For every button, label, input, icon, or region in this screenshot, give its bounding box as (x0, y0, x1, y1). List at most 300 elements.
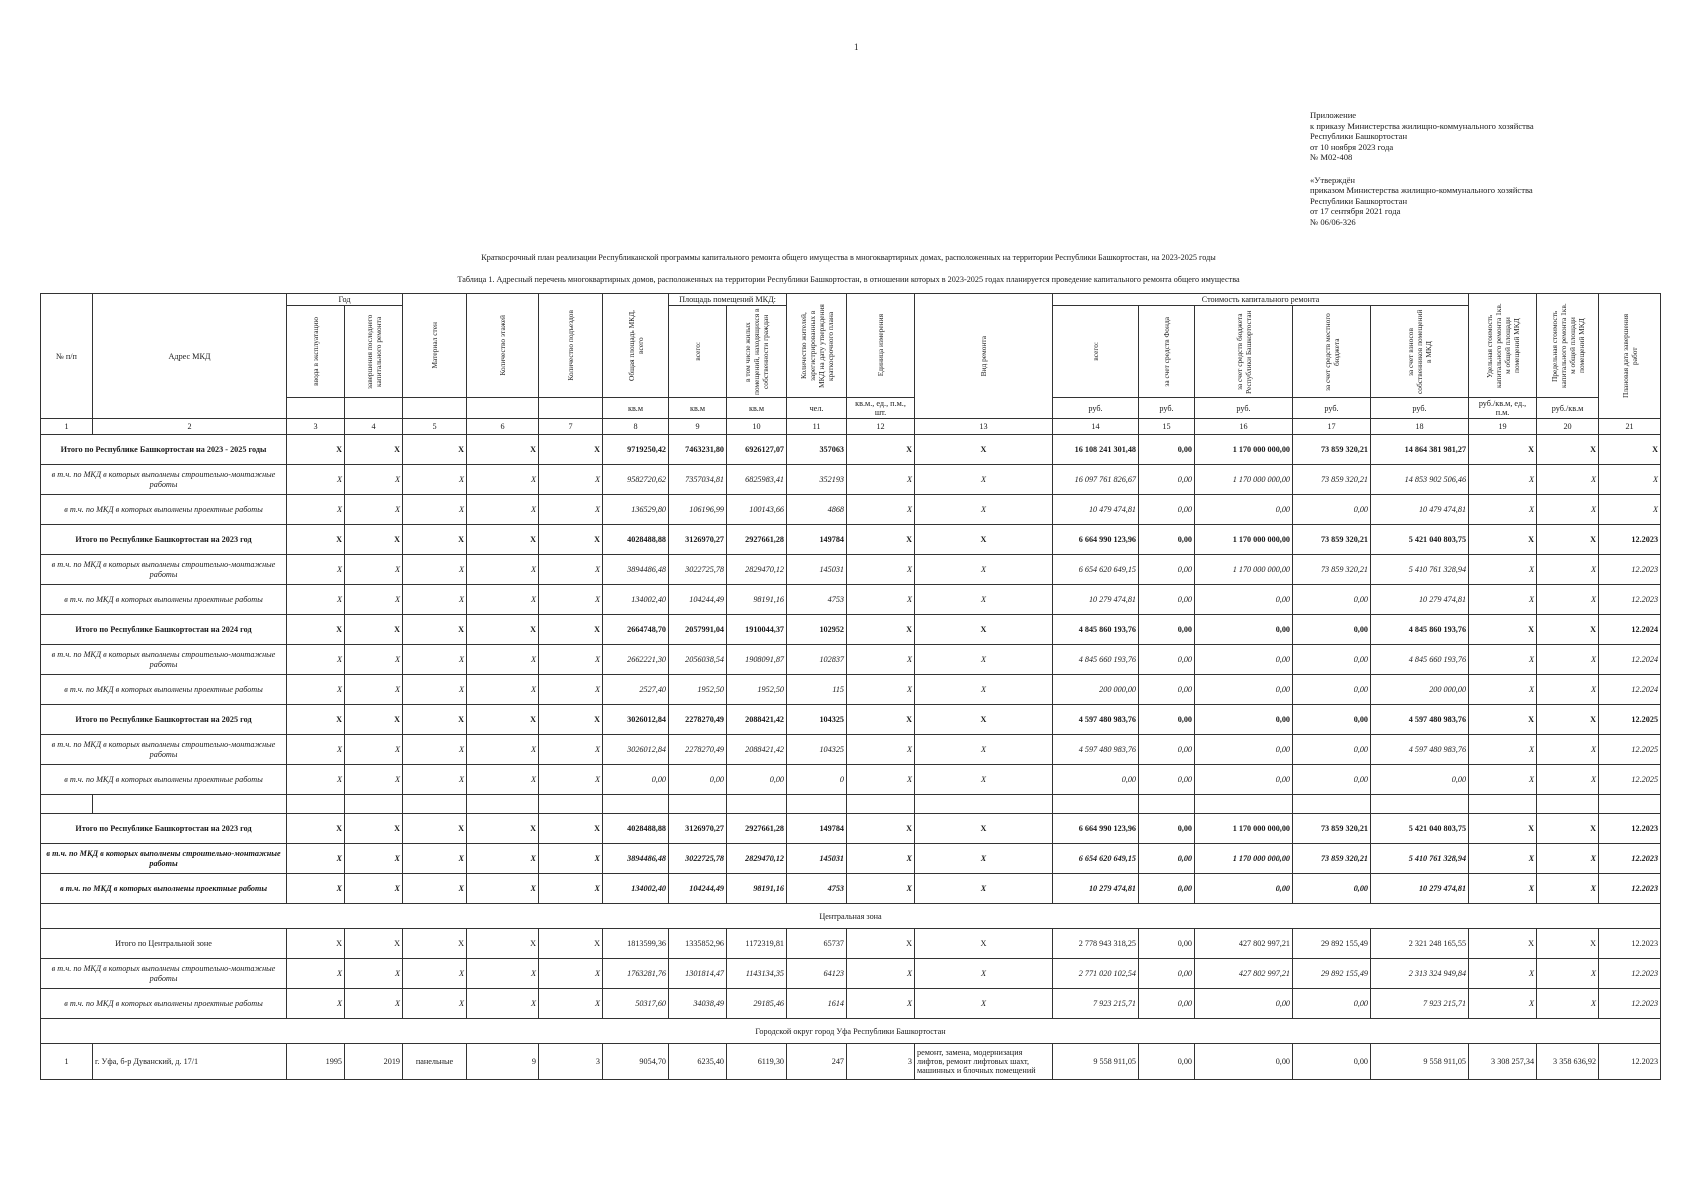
summary-cell: 0,00 (1139, 645, 1195, 675)
summary-cell: 0,00 (1293, 705, 1371, 735)
summary-cell: 2 321 248 165,55 (1371, 929, 1469, 959)
summary-cell: X (1469, 435, 1537, 465)
summary-cell: 0,00 (1139, 989, 1195, 1019)
unit-cell (345, 398, 403, 419)
appendix-line: от 17 сентября 2021 года (1310, 206, 1401, 216)
header-cost-total: всего: (1091, 342, 1101, 361)
summary-cell: 145031 (787, 844, 847, 874)
summary-label: в т.ч. по МКД в которых выполнены проектные работы (41, 585, 287, 615)
summary-cell: 0,00 (1139, 435, 1195, 465)
summary-cell: 73 859 320,21 (1293, 435, 1371, 465)
summary-cell: X (467, 989, 539, 1019)
header-premises-owned: в том числе жилых помещений, находящихся в собственности граждан (743, 308, 771, 395)
summary-cell: 4028488,88 (603, 525, 669, 555)
summary-cell: 14 864 381 981,27 (1371, 435, 1469, 465)
summary-cell: X (847, 959, 915, 989)
summary-cell: 1910044,37 (727, 615, 787, 645)
summary-cell: X (1469, 675, 1537, 705)
summary-cell: 12.2023 (1599, 989, 1661, 1019)
summary-cell: X (403, 959, 467, 989)
summary-label: Итого по Республике Башкортостан на 2023 год (41, 814, 287, 844)
summary-cell: 427 802 997,21 (1195, 929, 1293, 959)
empty-cell (1139, 795, 1195, 814)
summary-cell: 145031 (787, 555, 847, 585)
summary-cell: 12.2024 (1599, 675, 1661, 705)
summary-cell: 2 771 020 102,54 (1053, 959, 1139, 989)
header-unit-cost: Удельная стоимость капитального ремонта 1кв. м общей площади помещений МКД (1484, 303, 1521, 388)
summary-cell: 2088421,42 (727, 705, 787, 735)
summary-cell: 3126970,27 (669, 525, 727, 555)
summary-cell: 106196,99 (669, 495, 727, 525)
summary-cell: X (287, 615, 345, 645)
empty-cell (1371, 795, 1469, 814)
summary-cell: 12.2024 (1599, 645, 1661, 675)
summary-cell: X (287, 814, 345, 844)
summary-cell: X (1469, 705, 1537, 735)
column-number: 1 (41, 419, 93, 435)
summary-cell: X (847, 735, 915, 765)
summary-cell: X (915, 675, 1053, 705)
summary-cell: 2057991,04 (669, 615, 727, 645)
summary-cell: 0,00 (1293, 874, 1371, 904)
summary-label: Итого по Республике Башкортостан на 2025 год (41, 705, 287, 735)
summary-cell: X (847, 675, 915, 705)
summary-cell: 134002,40 (603, 585, 669, 615)
summary-cell: X (467, 555, 539, 585)
summary-cell: 12.2023 (1599, 844, 1661, 874)
summary-cell: X (345, 435, 403, 465)
house-cost: 3 358 636,92 (1537, 1044, 1599, 1080)
summary-cell: X (345, 765, 403, 795)
summary-cell: 0,00 (1293, 645, 1371, 675)
summary-cell: X (915, 844, 1053, 874)
summary-cell: 12.2025 (1599, 765, 1661, 795)
summary-cell: 0,00 (1195, 705, 1293, 735)
summary-cell: 0,00 (1293, 735, 1371, 765)
summary-cell: 0,00 (1293, 765, 1371, 795)
summary-cell: 6 664 990 123,96 (1053, 525, 1139, 555)
summary-label: в т.ч. по МКД в которых выполнены строительно-монтажные работы (41, 645, 287, 675)
summary-cell: X (539, 765, 603, 795)
summary-row (41, 495, 1661, 525)
empty-cell (915, 795, 1053, 814)
summary-cell: 0,00 (1139, 765, 1195, 795)
header-residents: Количество жителей, зарегистрированных в МКД на дату утверждения краткосрочного плана (798, 303, 835, 388)
summary-cell: 6 654 620 649,15 (1053, 844, 1139, 874)
summary-cell: X (847, 585, 915, 615)
summary-cell: 3894486,48 (603, 844, 669, 874)
summary-cell: X (467, 735, 539, 765)
summary-row (41, 645, 1661, 675)
summary-cell: 0,00 (1139, 495, 1195, 525)
summary-cell: X (915, 645, 1053, 675)
summary-cell: 0,00 (1139, 959, 1195, 989)
summary-cell: X (1537, 705, 1599, 735)
zone-header-label: Центральная зона (41, 904, 1661, 929)
column-number: 13 (915, 419, 1053, 435)
column-number: 2 (93, 419, 287, 435)
summary-cell: 0,00 (1293, 615, 1371, 645)
summary-cell: X (539, 525, 603, 555)
house-cell: 9 (467, 1044, 539, 1080)
summary-label: в т.ч. по МКД в которых выполнены проектные работы (41, 765, 287, 795)
summary-cell: X (287, 705, 345, 735)
unit-cell (539, 398, 603, 419)
summary-cell: X (345, 615, 403, 645)
summary-cell: 0,00 (1139, 465, 1195, 495)
summary-cell: X (403, 844, 467, 874)
house-cost: 3 308 257,34 (1469, 1044, 1537, 1080)
summary-row (41, 705, 1661, 735)
summary-row (41, 765, 1661, 795)
summary-cell: X (287, 495, 345, 525)
appendix-line: от 10 ноября 2023 года (1310, 141, 1394, 152)
summary-cell: 0,00 (1139, 814, 1195, 844)
summary-cell: 0,00 (1139, 615, 1195, 645)
summary-cell: 10 479 474,81 (1371, 495, 1469, 525)
summary-cell: X (287, 874, 345, 904)
summary-cell: 4 597 480 983,76 (1053, 705, 1139, 735)
summary-cell: 200 000,00 (1053, 675, 1139, 705)
summary-cell: X (915, 814, 1053, 844)
summary-row (41, 735, 1661, 765)
summary-row (41, 465, 1661, 495)
unit-cell: руб./кв.м, ед., п.м. (1469, 398, 1537, 419)
header-walls: Материал стен (430, 322, 440, 369)
column-number: 6 (467, 419, 539, 435)
summary-label: в т.ч. по МКД в которых выполнены проектные работы (41, 874, 287, 904)
empty-cell (1537, 795, 1599, 814)
summary-cell: X (467, 435, 539, 465)
summary-cell: X (345, 495, 403, 525)
summary-row (41, 874, 1661, 904)
summary-cell: 1 170 000 000,00 (1195, 525, 1293, 555)
summary-cell: 98191,16 (727, 874, 787, 904)
summary-cell: 3126970,27 (669, 814, 727, 844)
column-number: 20 (1537, 419, 1599, 435)
header-year: Год (287, 294, 403, 306)
unit-cell (403, 398, 467, 419)
summary-row (41, 929, 1661, 959)
summary-cell: 104325 (787, 705, 847, 735)
house-cell: 6119,30 (727, 1044, 787, 1080)
summary-cell: X (1537, 555, 1599, 585)
summary-cell: 0,00 (1053, 765, 1139, 795)
summary-cell: 12.2023 (1599, 525, 1661, 555)
summary-cell: 3026012,84 (603, 705, 669, 735)
summary-cell: 34038,49 (669, 989, 727, 1019)
summary-cell: X (1599, 495, 1661, 525)
summary-label: Итого по Центральной зоне (41, 929, 287, 959)
column-number: 4 (345, 419, 403, 435)
summary-cell: X (467, 495, 539, 525)
summary-cell: X (539, 705, 603, 735)
district-header (41, 1019, 1661, 1044)
summary-cell: 149784 (787, 525, 847, 555)
summary-cell: 1 170 000 000,00 (1195, 435, 1293, 465)
summary-cell: X (539, 929, 603, 959)
summary-cell: 4868 (787, 495, 847, 525)
summary-cell: X (1537, 435, 1599, 465)
empty-cell (539, 795, 603, 814)
summary-cell: 149784 (787, 814, 847, 844)
summary-cell: 1908091,87 (727, 645, 787, 675)
header-year-commission: ввода в эксплуатацию (311, 317, 320, 386)
summary-label: в т.ч. по МКД в которых выполнены проектные работы (41, 675, 287, 705)
summary-cell: X (847, 465, 915, 495)
unit-cell: руб. (1371, 398, 1469, 419)
summary-cell: 0,00 (1139, 675, 1195, 705)
summary-cell: X (345, 735, 403, 765)
summary-cell: 200 000,00 (1371, 675, 1469, 705)
header-cost: Стоимость капитального ремонта (1053, 294, 1469, 306)
house-number: 1 (41, 1044, 93, 1080)
summary-cell: X (915, 555, 1053, 585)
summary-cell: X (1469, 959, 1537, 989)
summary-cell: 1143134,35 (727, 959, 787, 989)
summary-cell: 4753 (787, 874, 847, 904)
column-number: 17 (1293, 419, 1371, 435)
summary-cell: 0,00 (1139, 929, 1195, 959)
summary-cell: X (403, 645, 467, 675)
summary-cell: 29 892 155,49 (1293, 929, 1371, 959)
summary-label: в т.ч. по МКД в которых выполнены строительно-монтажные работы (41, 959, 287, 989)
summary-cell: X (345, 645, 403, 675)
appendix-line: к приказу Министерства жилищно-коммунального хозяйства (1310, 120, 1534, 131)
header-cost-rb: за счет средств бюджета Республики Башкортостан (1234, 309, 1253, 394)
column-numbers-row (41, 419, 1661, 435)
summary-cell: 12.2023 (1599, 585, 1661, 615)
summary-cell: X (847, 705, 915, 735)
summary-cell: X (287, 735, 345, 765)
summary-cell: X (539, 615, 603, 645)
summary-cell: 115 (787, 675, 847, 705)
summary-cell: 2 313 324 949,84 (1371, 959, 1469, 989)
summary-cell: 1 170 000 000,00 (1195, 465, 1293, 495)
summary-cell: X (1469, 844, 1537, 874)
summary-cell: X (1537, 525, 1599, 555)
summary-cell: X (539, 989, 603, 1019)
summary-cell: X (345, 525, 403, 555)
summary-cell: 16 097 761 826,67 (1053, 465, 1139, 495)
summary-cell: 4028488,88 (603, 814, 669, 844)
summary-cell: X (539, 465, 603, 495)
summary-cell: X (403, 465, 467, 495)
summary-cell: X (847, 814, 915, 844)
empty-cell (669, 795, 727, 814)
summary-cell: X (847, 525, 915, 555)
unit-cell: руб. (1293, 398, 1371, 419)
summary-cell: 3026012,84 (603, 735, 669, 765)
summary-cell: 5 410 761 328,94 (1371, 844, 1469, 874)
summary-cell: 9719250,42 (603, 435, 669, 465)
summary-cell: 0,00 (1139, 705, 1195, 735)
header-premises-total: всего: (693, 342, 703, 361)
summary-cell: X (1537, 735, 1599, 765)
summary-cell: 4753 (787, 585, 847, 615)
unit-cell: руб. (1139, 398, 1195, 419)
header-row (41, 294, 1661, 306)
summary-cell: 134002,40 (603, 874, 669, 904)
summary-cell: X (345, 929, 403, 959)
empty-cell (787, 795, 847, 814)
header-repair-type: Вид ремонта (979, 335, 989, 377)
header-unit: Единица измерения (876, 314, 886, 377)
table-title: Таблица 1. Адресный перечень многоквартирных домов, расположенных на территории Республики Башкортостан, в отношении которых в 2023-2025 годах планируется проведение капитального ремонта общего имущества (457, 275, 1240, 284)
summary-cell: X (345, 675, 403, 705)
summary-cell: X (1537, 765, 1599, 795)
summary-cell: X (403, 735, 467, 765)
appendix-line: Республики Башкортостан (1310, 131, 1408, 141)
summary-cell: X (915, 765, 1053, 795)
summary-cell: X (539, 555, 603, 585)
unit-cell (287, 398, 345, 419)
header-cost-local: за счет средств местного бюджета (1322, 312, 1341, 391)
summary-cell: X (539, 675, 603, 705)
house-cell: 6235,40 (669, 1044, 727, 1080)
summary-cell: 73 859 320,21 (1293, 814, 1371, 844)
summary-cell: X (345, 989, 403, 1019)
summary-cell: 2278270,49 (669, 735, 727, 765)
summary-cell: X (287, 585, 345, 615)
summary-cell: 0,00 (1139, 844, 1195, 874)
summary-cell: 6 664 990 123,96 (1053, 814, 1139, 844)
summary-cell: X (1469, 735, 1537, 765)
empty-cell (847, 795, 915, 814)
unit-cell: чел. (787, 398, 847, 419)
summary-cell: 0,00 (1371, 765, 1469, 795)
summary-label: в т.ч. по МКД в которых выполнены проектные работы (41, 989, 287, 1019)
summary-cell: 7 923 215,71 (1053, 989, 1139, 1019)
summary-cell: X (345, 705, 403, 735)
summary-cell: X (345, 585, 403, 615)
summary-cell: X (403, 555, 467, 585)
column-number: 5 (403, 419, 467, 435)
appendix-line: приказом Министерства жилищно-коммунального хозяйства (1310, 185, 1533, 195)
empty-cell (1195, 795, 1293, 814)
header-address: Адрес МКД (93, 294, 287, 419)
house-cost: 9 558 911,05 (1053, 1044, 1139, 1080)
column-number: 12 (847, 419, 915, 435)
summary-cell: X (847, 929, 915, 959)
summary-cell: X (287, 525, 345, 555)
summary-cell: 0,00 (603, 765, 669, 795)
column-number: 3 (287, 419, 345, 435)
summary-cell: 104244,49 (669, 874, 727, 904)
appendix-line: № М02-408 (1310, 152, 1353, 162)
summary-row (41, 989, 1661, 1019)
column-number: 14 (1053, 419, 1139, 435)
summary-cell: X (1537, 495, 1599, 525)
page-number: 1 (854, 42, 859, 52)
appendix-line: «Утверждён (1310, 174, 1355, 185)
summary-cell: 3022725,78 (669, 844, 727, 874)
column-number: 19 (1469, 419, 1537, 435)
summary-cell: 7357034,81 (669, 465, 727, 495)
repair-plan-table (40, 293, 1661, 1080)
appendix-line: № 06/06-326 (1310, 216, 1356, 227)
summary-cell: 64123 (787, 959, 847, 989)
summary-cell: 1 170 000 000,00 (1195, 844, 1293, 874)
house-cost: 0,00 (1293, 1044, 1371, 1080)
summary-cell: 0,00 (1195, 989, 1293, 1019)
summary-row (41, 615, 1661, 645)
summary-cell: 10 279 474,81 (1053, 874, 1139, 904)
summary-cell: X (1469, 615, 1537, 645)
summary-cell: X (1469, 585, 1537, 615)
column-number: 10 (727, 419, 787, 435)
summary-cell: X (403, 765, 467, 795)
summary-cell: X (345, 465, 403, 495)
summary-cell: 0,00 (1139, 735, 1195, 765)
summary-cell: 4 597 480 983,76 (1053, 735, 1139, 765)
summary-cell: 2056038,54 (669, 645, 727, 675)
summary-cell: X (1537, 645, 1599, 675)
summary-cell: X (467, 585, 539, 615)
empty-cell (1293, 795, 1371, 814)
summary-cell: X (403, 874, 467, 904)
summary-cell: X (539, 874, 603, 904)
summary-cell: 0,00 (1139, 874, 1195, 904)
summary-cell: 1 170 000 000,00 (1195, 814, 1293, 844)
summary-cell: 0,00 (1195, 585, 1293, 615)
house-cost: 12.2023 (1599, 1044, 1661, 1080)
summary-cell: 12.2024 (1599, 615, 1661, 645)
unit-cell: руб./кв.м (1537, 398, 1599, 419)
summary-cell: X (915, 959, 1053, 989)
summary-cell: X (1537, 814, 1599, 844)
house-address: г. Уфа, б-р Дуванский, д. 17/1 (93, 1044, 287, 1080)
summary-cell: 1952,50 (727, 675, 787, 705)
summary-cell: X (345, 555, 403, 585)
summary-cell: 10 279 474,81 (1053, 585, 1139, 615)
summary-cell: 12.2025 (1599, 735, 1661, 765)
summary-cell: X (467, 465, 539, 495)
spacer-row (41, 795, 1661, 814)
summary-cell: 100143,66 (727, 495, 787, 525)
house-cell: 247 (787, 1044, 847, 1080)
column-number: 15 (1139, 419, 1195, 435)
summary-cell: X (467, 525, 539, 555)
summary-cell: 0,00 (727, 765, 787, 795)
summary-cell: 427 802 997,21 (1195, 959, 1293, 989)
summary-cell: 9582720,62 (603, 465, 669, 495)
summary-cell: X (539, 814, 603, 844)
summary-cell: 136529,80 (603, 495, 669, 525)
summary-row (41, 814, 1661, 844)
summary-cell: X (847, 844, 915, 874)
summary-cell: 0,00 (1195, 495, 1293, 525)
summary-cell: 0,00 (1139, 525, 1195, 555)
empty-cell (345, 795, 403, 814)
header-total-area: Общая площадь МКД, всего (626, 310, 645, 381)
summary-cell: 12.2025 (1599, 705, 1661, 735)
unit-cell (467, 398, 539, 419)
summary-cell: X (287, 959, 345, 989)
summary-cell: 29 892 155,49 (1293, 959, 1371, 989)
document-title: Краткосрочный план реализации Республиканской программы капитального ремонта общего имущества в многоквартирных домах, расположенных на территории Республики Башкортостан, на 2023-2025 годы (481, 253, 1216, 262)
summary-cell: 104325 (787, 735, 847, 765)
summary-label: в т.ч. по МКД в которых выполнены строительно-монтажные работы (41, 735, 287, 765)
summary-cell: X (1537, 465, 1599, 495)
summary-label: в т.ч. по МКД в которых выполнены строительно-монтажные работы (41, 555, 287, 585)
summary-cell: X (915, 495, 1053, 525)
summary-cell: 0,00 (1293, 495, 1371, 525)
summary-row (41, 675, 1661, 705)
summary-cell: X (915, 929, 1053, 959)
header-floors: Количество этажей (498, 315, 508, 376)
house-cell: 3 (539, 1044, 603, 1080)
